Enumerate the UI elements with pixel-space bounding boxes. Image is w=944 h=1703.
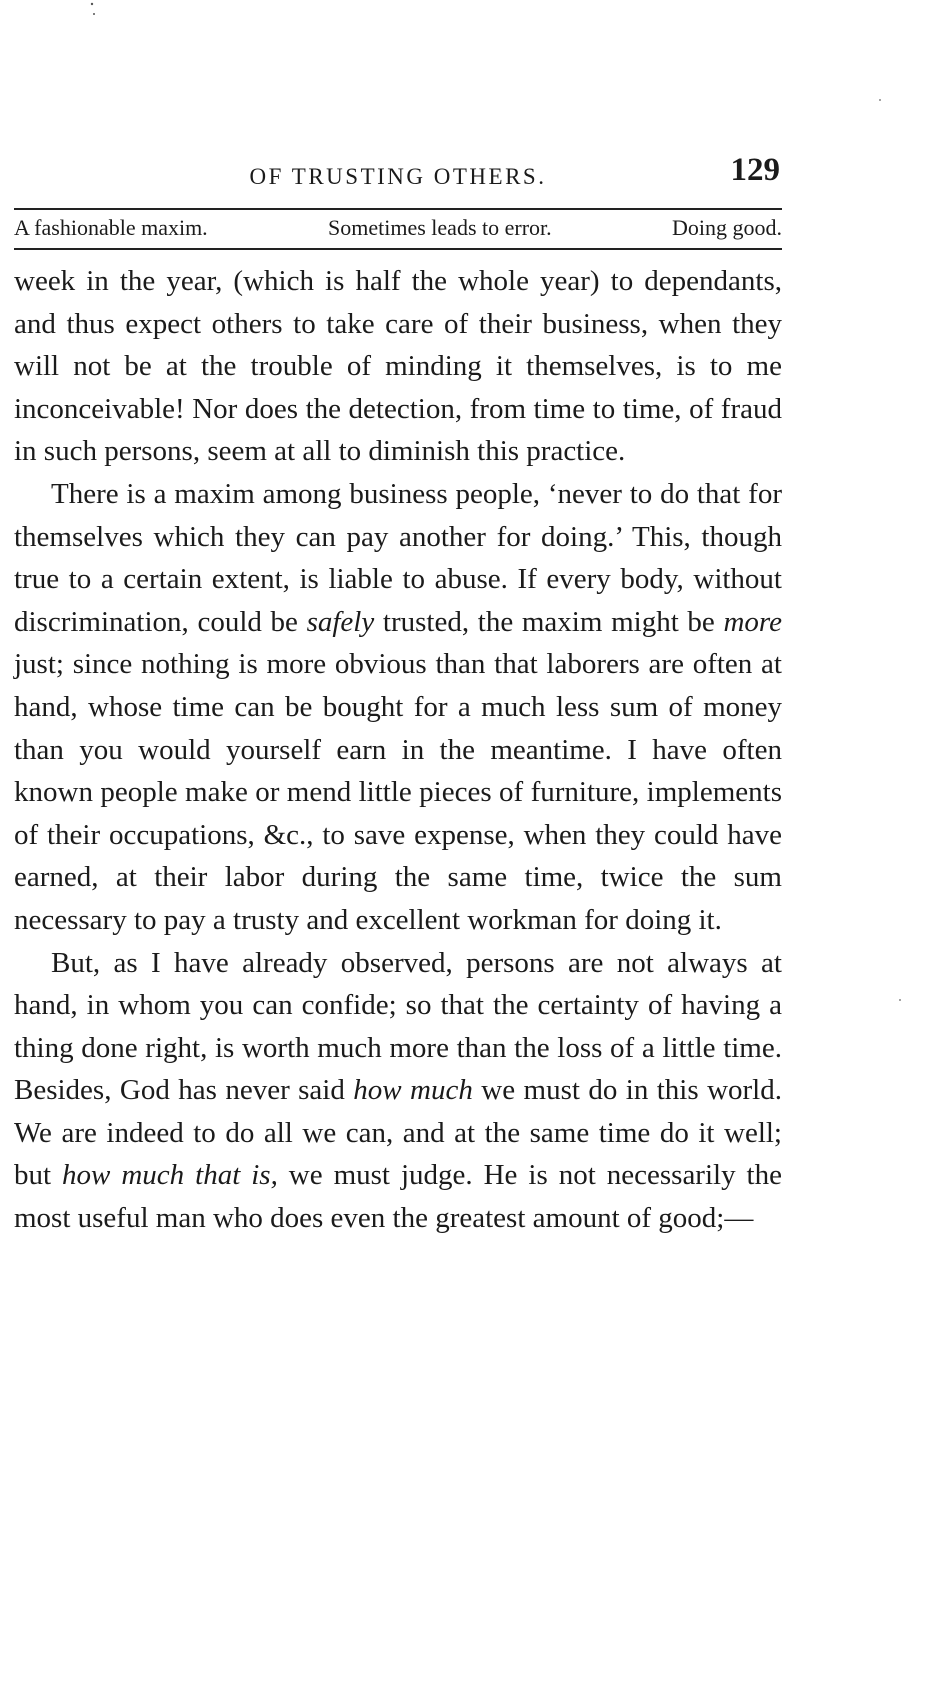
scan-speck [899,999,901,1001]
subhead-1: A fashionable maxim. [14,215,208,240]
text-run: But, as I have already observed, persons are not always at hand, in whom you can confide; so that the certainty of having a thing done right, is worth much more than the loss of a little time. Besides, God has never said [14,946,782,1107]
text-run: There is a maxim among business people, ‘never to do that for themselves which they can pay another for doing.’ This, though true to a certain extent, is liable to abuse. If every body, without discrimination, could be [14,477,782,638]
subhead-2: Sometimes leads to error. [328,215,552,240]
paragraph-3 [14,942,782,1240]
page-number: 129 [730,152,780,188]
text-run: week in the year, (which is half the whole year) to dependants, and thus expect others to take care of their business, when they will not be at the trouble of minding it themselves, is to me inconceivable! Nor does the detection, from time to time, of fraud in such persons, seem at all to diminish this practice. [14,265,782,468]
text-run: just; since nothing is more obvious than that laborers are often at hand, whose time can be bought for a much less sum of money than you would yourself earn in the meantime. I have often known people make or mend little pieces of furniture, implements of their occupations, &c., to save expense, when they could have earned, at their labor during the same time, twice the sum necessary to pay a trusty and excellent workman for doing it. [14,648,782,936]
text-run: trusted, the maxim might be [374,605,724,638]
header-rule-bottom [14,248,782,250]
paragraph-2 [14,473,782,942]
paragraph-1 [14,260,782,473]
italic-text: how much that is, [62,1159,278,1192]
italic-text: safely [306,605,375,638]
scan-speck [91,3,93,5]
italic-text: how much [353,1074,473,1107]
text-run: we must judge. He is not necessarily the most useful man who does even the greatest amount of good;— [14,1159,782,1235]
body-text [14,260,782,1240]
subhead-3: Doing good. [672,215,782,240]
marginal-subheads [14,211,782,245]
scan-speck [93,13,95,15]
scan-speck [879,99,881,101]
header-rule-top [14,208,782,210]
italic-text: more [723,605,782,638]
text-run: we must do in this world. We are indeed to do all we can, and at the same time do it well; but [14,1074,782,1192]
running-head [14,152,782,196]
running-title: OF TRUSTING OTHERS. [249,164,547,189]
